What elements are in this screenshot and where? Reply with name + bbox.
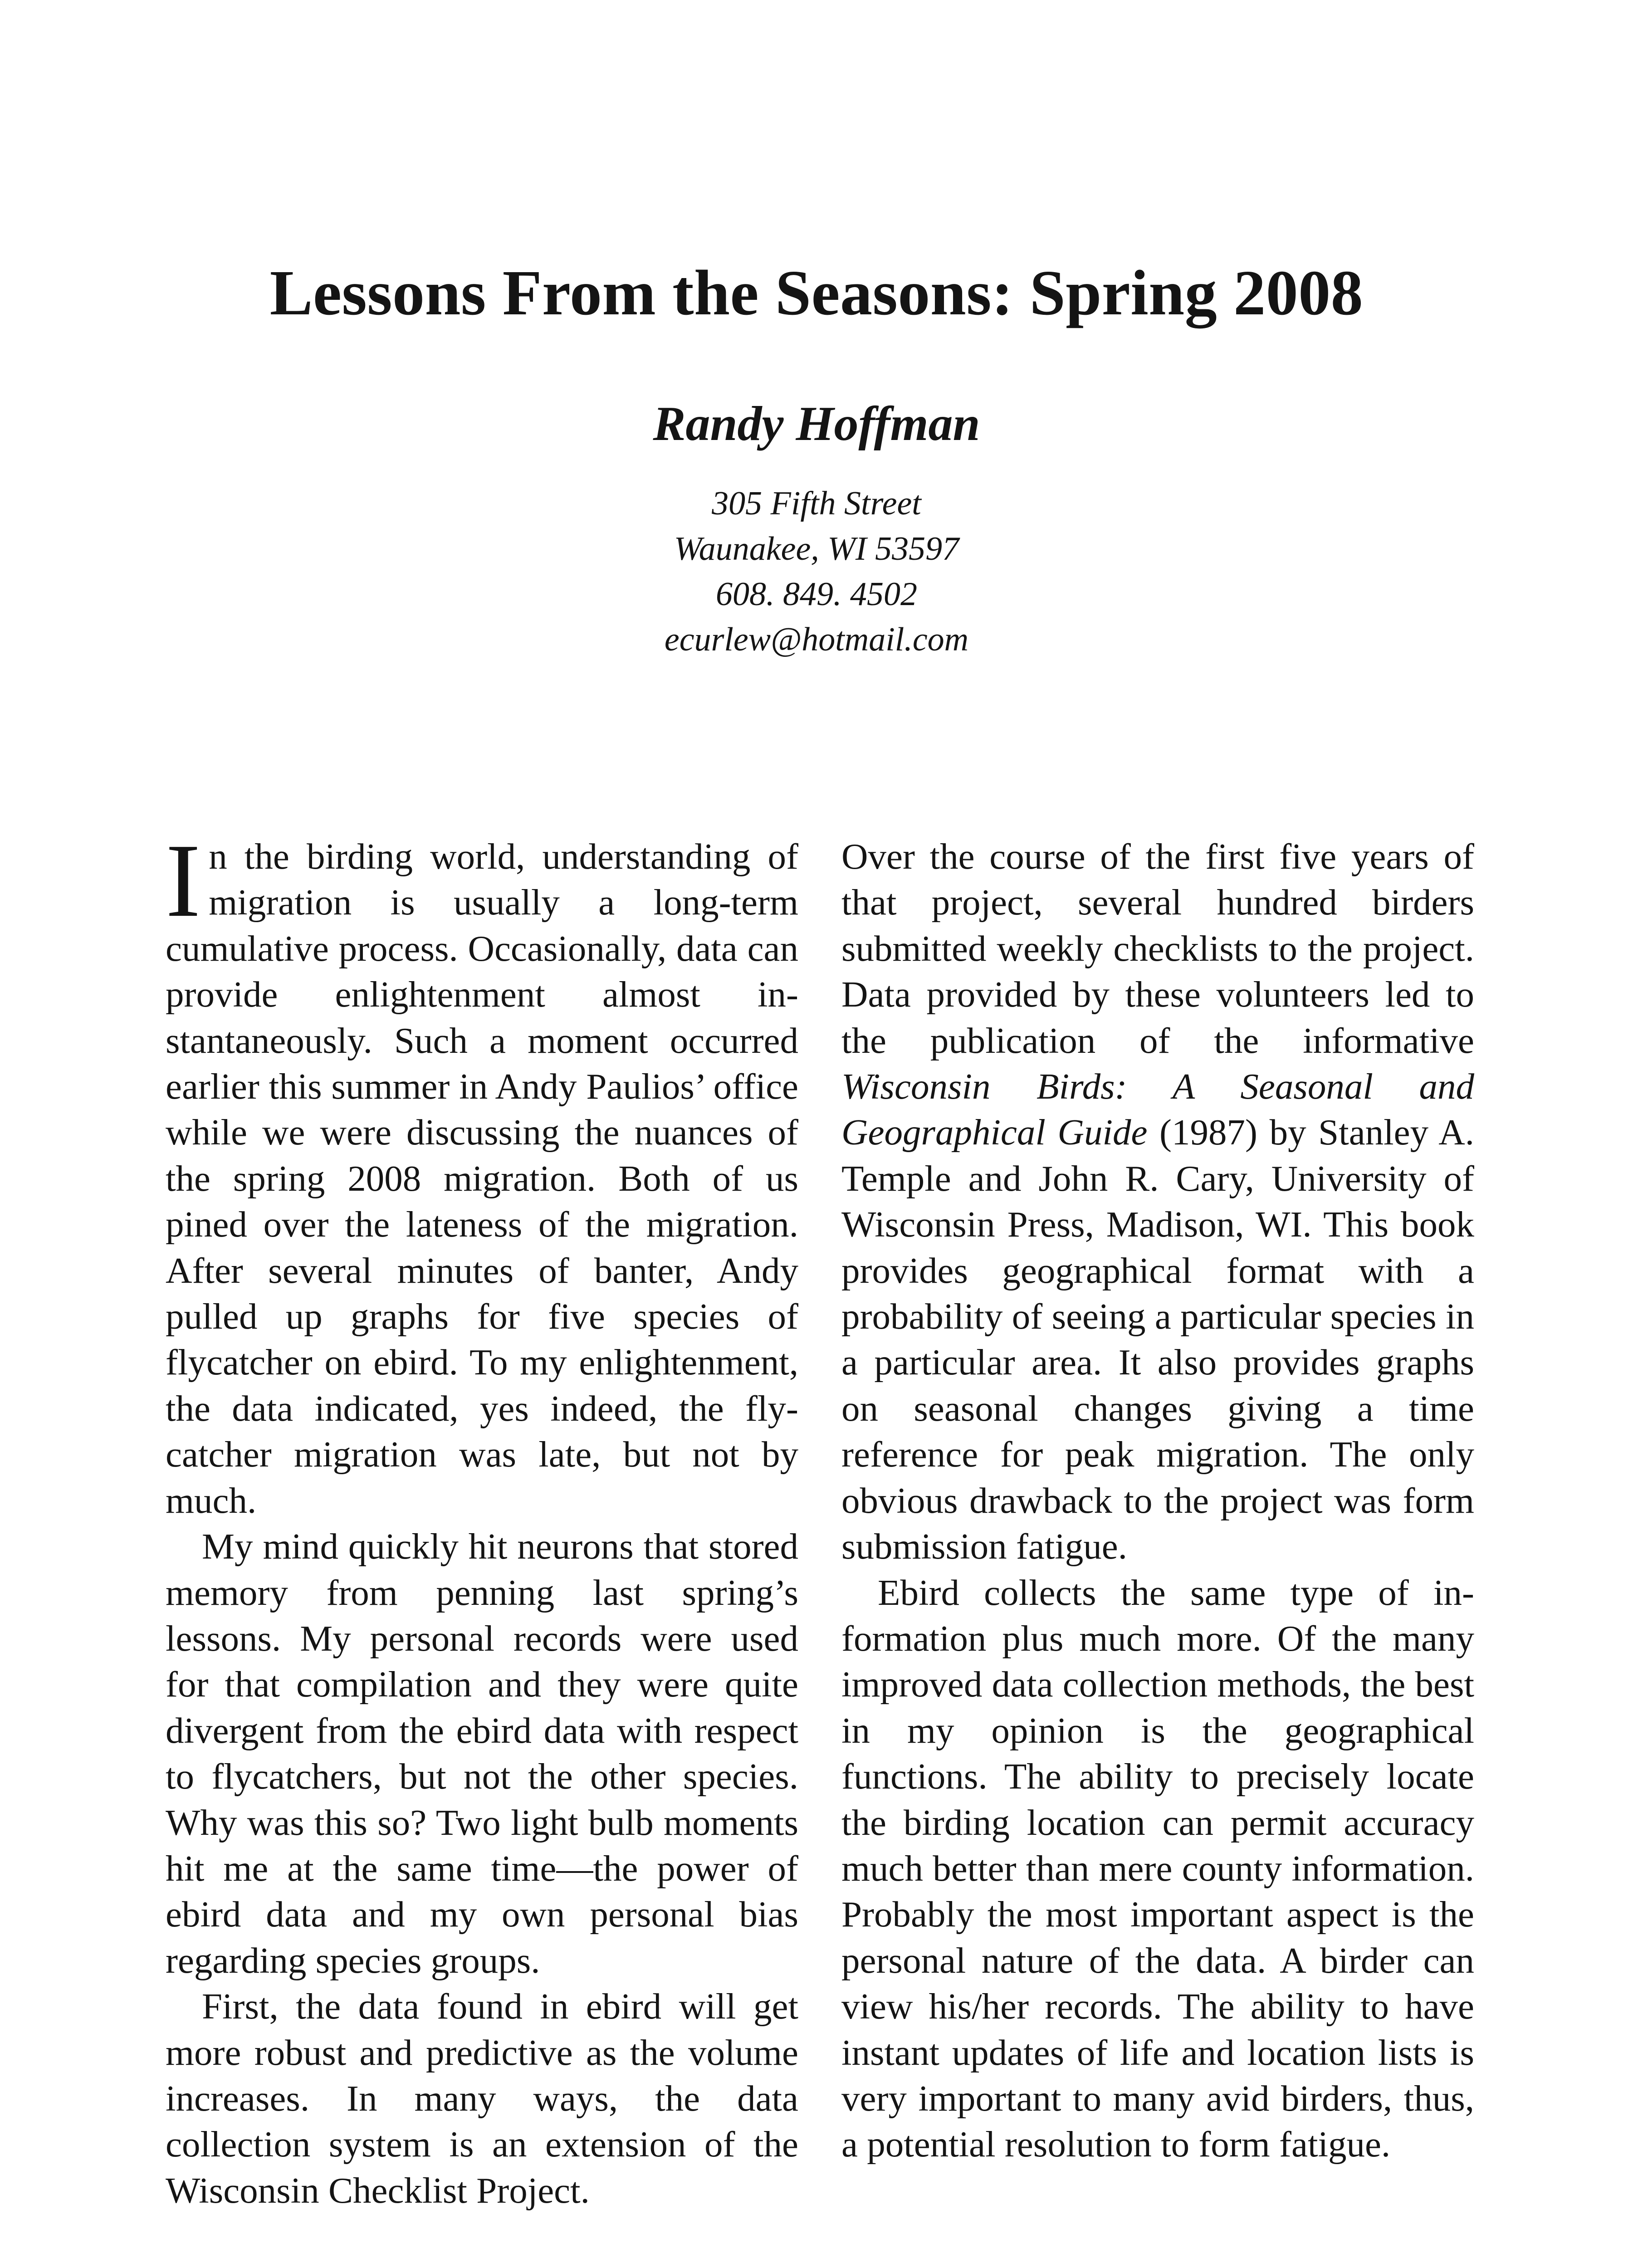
author-contact bbox=[0, 481, 1633, 662]
contact-street: 305 Fifth Street bbox=[712, 485, 921, 522]
paragraph: Ebird collects the same type of information plus much more. Of the many improved data collection methods, the best in my opinion is the geographical functions. The ability to precisely locate the birding location can permit accuracy much better than mere county information. Probably the most important aspect is the personal nature of the data. A birder can view his/her records. The ability to have instant updates of life and location lists is very important to many avid birders, thus, a potential resolution to form fatigue. bbox=[841, 1572, 1474, 2165]
right-column bbox=[841, 834, 1474, 2168]
paragraph bbox=[841, 834, 1474, 1570]
paragraph-text: n the birding world, understanding of migration is usually a long-term cumulative process. Occasionally, data can provide enlightenment almost instantaneously. Such a moment occurred earlier this summer in Andy Paulios’ office while we were discussing the nuances of the spring 2008 migration. Both of us pined over the lateness of the migration. After several minutes of banter, Andy pulled up graphs for five species of flycatcher on ebird. To my enlightenment, the data indicated, yes indeed, the flycatcher migration was late, but not by much. bbox=[166, 836, 798, 1521]
drop-cap: I bbox=[166, 822, 201, 939]
paragraph bbox=[166, 822, 798, 1524]
paragraph: My mind quickly hit neurons that stored memory from penning last spring’s lessons. My personal records were used for that compilation and they were quite divergent from the ebird data with respect to flycatchers, but not the other species. Why was this so? Two light bulb moments hit me at the same time—the power of ebird data and my own personal bias regarding species groups. bbox=[166, 1526, 798, 1981]
paragraph-text: Over the course of the first five years of that project, several hundred birders submitted weekly checklists to the project. Data provided by these volunteers led to the publication of the informative bbox=[841, 836, 1474, 1061]
contact-phone: 608. 849. 4502 bbox=[716, 576, 917, 613]
paragraph: First, the data found in ebird will get more robust and predictive as the volume increases. In many ways, the data collection system is an extension of the Wisconsin Checklist Project. bbox=[166, 1986, 798, 2211]
paragraph-text: (1987) by Stanley A. Temple and John R. Cary, University of Wisconsin Press, Madison, WI. This book provides geographical format with a probability of seeing a particular species in a particular area. It also provides graphs on seasonal changes giving a time reference for peak migration. The only obvious drawback to the project was form submission fatigue. bbox=[841, 1112, 1474, 1567]
contact-city: Waunakee, WI 53597 bbox=[674, 530, 959, 567]
author-name: Randy Hoffman bbox=[653, 397, 980, 451]
left-column bbox=[166, 822, 798, 2214]
article-title: Lessons From the Seasons: Spring 2008 bbox=[269, 257, 1364, 328]
book-title: Wisconsin Birds: A Seasonal and Geographical Guide bbox=[841, 1066, 1474, 1153]
contact-email: ecurlew@hotmail.com bbox=[664, 621, 969, 658]
